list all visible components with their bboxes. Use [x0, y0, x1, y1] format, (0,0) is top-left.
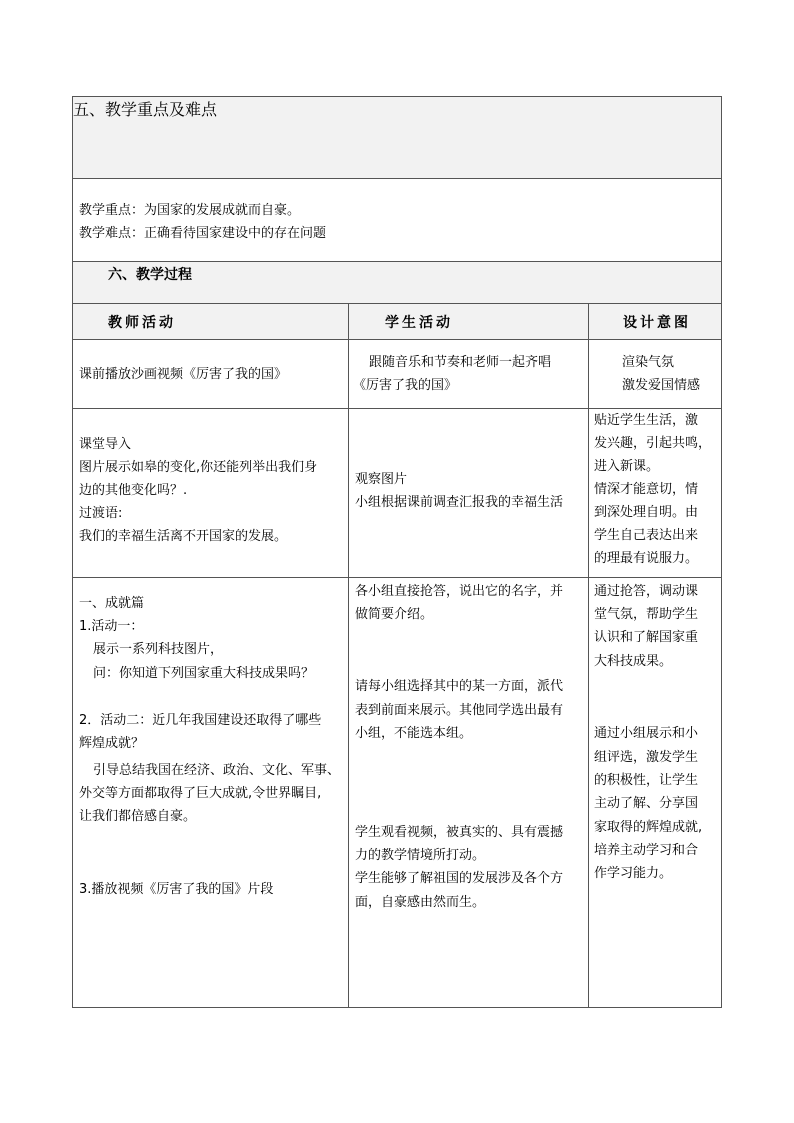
row3-student-cell [349, 578, 589, 1008]
lesson-plan-page [72, 96, 721, 1008]
row1-design-cell [589, 340, 722, 409]
row1-student-cell [349, 340, 589, 409]
row2-teacher-line: 图片展示如皋的变化,你还能列举出我们身 [79, 460, 318, 475]
header-teacher-cell [73, 304, 349, 340]
row3-teacher-line: 引导总结我国在经济、政治、文化、军事、 [93, 763, 341, 778]
section6-title: 六、教学过程 [108, 267, 192, 283]
row3-student-line: 表到前面来展示。其他同学选出最有 [355, 703, 564, 718]
row3-student-line: 面，自豪感由然而生。 [355, 895, 486, 910]
row3-teacher-line: 让我们都倍感自豪。 [79, 809, 197, 824]
lesson-plan-table [72, 96, 722, 1008]
row3-design-line: 作学习能力。 [594, 866, 673, 881]
section5-content-cell [73, 179, 722, 262]
key-point-text: 教学重点：为国家的发展成就而自豪。 [79, 203, 301, 218]
row3-design-cell [589, 578, 722, 1008]
row3-student-line: 做简要介绍。 [355, 607, 434, 622]
row2-design-line: 发兴趣，引起共鸣， [594, 436, 712, 451]
header-teacher: 教师活动 [108, 314, 176, 331]
row3-design-line: 堂气氛，帮助学生 [594, 607, 699, 622]
row3-student-line: 请每小组选择其中的某一方面，派代 [355, 679, 564, 694]
row2-design-line: 贴近学生生活，激 [594, 413, 699, 428]
section5-title-cell [73, 97, 722, 179]
section5-title: 五、教学重点及难点 [73, 100, 218, 119]
row3-teacher-line: 3.播放视频《厉害了我的国》片段 [79, 882, 274, 897]
row2-student-line: 小组根据课前调查汇报我的幸福生活 [355, 495, 564, 510]
row1-student-line1: 跟随音乐和节奏和老师一起齐唱 [369, 355, 552, 370]
header-student-cell [349, 304, 589, 340]
row2-design-line: 情深才能意切，情 [594, 482, 699, 497]
row3-design-line: 的积极性，让学生 [594, 773, 699, 788]
row2-teacher-cell [73, 409, 349, 578]
row2-design-line: 学生自己表达出来 [594, 528, 699, 543]
row3-student-line: 学生能够了解祖国的发展涉及各个方 [355, 871, 564, 886]
row3-teacher-line: 1.活动一： [79, 619, 144, 634]
row3-design-line: 组评选，激发学生 [594, 750, 699, 765]
row3-teacher-line: 2．活动二：近几年我国建设还取得了哪些 [79, 713, 322, 728]
header-design-cell [589, 304, 722, 340]
row2-design-cell [589, 409, 722, 578]
header-design: 设计意图 [623, 314, 691, 331]
row3-teacher-line: 展示一系列科技图片， [93, 642, 224, 657]
row3-design-line: 通过小组展示和小 [594, 726, 699, 741]
row3-teacher-line: 外交等方面都取得了巨大成就,令世界瞩目, [79, 786, 322, 801]
row2-teacher-line: 边的其他变化吗？. [79, 483, 188, 498]
row3-student-line: 学生观看视频，被真实的、具有震撼 [355, 825, 564, 840]
row1-teacher-text: 课前播放沙画视频《厉害了我的国》 [79, 366, 288, 382]
row3-student-line: 各小组直接抢答，说出它的名字，并 [355, 584, 564, 599]
row1-design-line2: 激发爱国情感 [622, 378, 701, 393]
row3-design-line: 家取得的辉煌成就, [594, 820, 703, 835]
row2-design-line: 到深处理自明。由 [594, 505, 699, 520]
row3-design-line: 通过抢答，调动课 [594, 584, 699, 599]
row3-student-line: 力的教学情境所打动。 [355, 848, 486, 863]
row1-teacher-cell [73, 340, 349, 409]
row3-teacher-cell [73, 578, 349, 1008]
row2-design-line: 进入新课。 [594, 459, 660, 474]
row3-design-line: 主动了解、分享国 [594, 796, 699, 811]
row2-design-line: 的理最有说服力。 [594, 551, 699, 566]
row3-design-line: 培养主动学习和合 [594, 843, 699, 858]
row2-teacher-line: 课堂导入 [79, 437, 132, 452]
row3-teacher-line: 一、成就篇 [79, 596, 145, 611]
row2-teacher-line: 过渡语: [79, 506, 123, 521]
row2-student-line: 观察图片 [355, 472, 408, 487]
row3-teacher-line: 辉煌成就？ [79, 736, 145, 751]
difficult-point-text: 教学难点：正确看待国家建设中的存在问题 [79, 226, 327, 241]
row3-design-line: 大科技成果。 [594, 654, 673, 669]
row1-student-line2: 《厉害了我的国》 [353, 378, 458, 393]
section6-title-cell [73, 262, 722, 304]
header-student: 学生活动 [385, 314, 453, 331]
row3-student-line: 小组，不能选本组。 [355, 726, 473, 741]
row3-design-line: 认识和了解国家重 [594, 630, 699, 645]
row1-design-line1: 渲染气氛 [622, 355, 675, 370]
row2-teacher-line: 我们的幸福生活离不开国家的发展。 [79, 529, 288, 544]
row2-student-cell [349, 409, 589, 578]
row3-teacher-line: 问：你知道下列国家重大科技成果吗？ [93, 666, 315, 681]
